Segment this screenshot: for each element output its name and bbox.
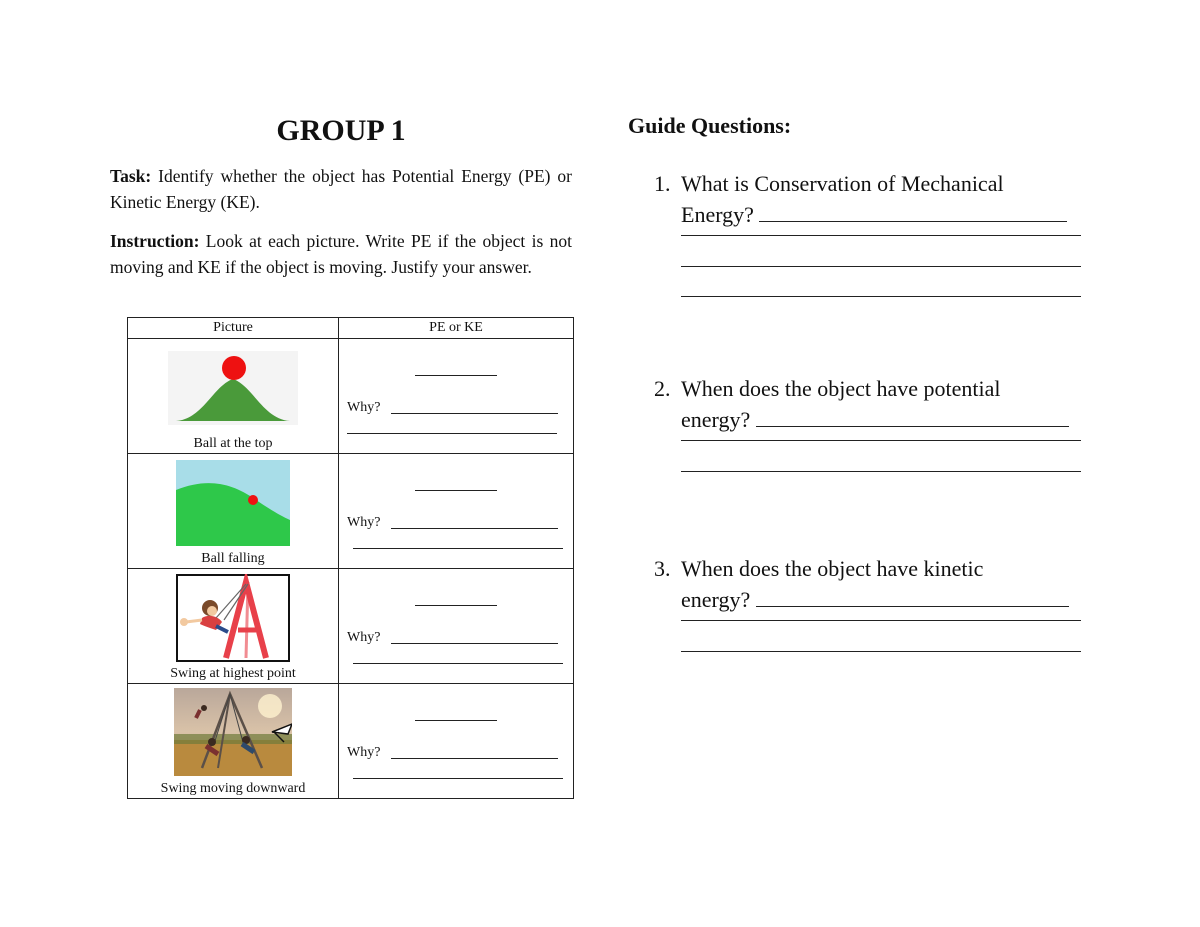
group-title: GROUP 1 [276, 114, 406, 147]
why-blank-line2[interactable] [353, 778, 563, 779]
question-line2 [681, 199, 1081, 230]
instruction-paragraph [110, 228, 572, 280]
picture-caption: Swing at highest point [170, 666, 296, 681]
why-label: Why? [347, 630, 381, 645]
ball-rolling-down-hill-icon [176, 460, 290, 546]
picture-caption: Swing moving downward [160, 781, 306, 796]
answer-line[interactable] [681, 620, 1081, 621]
why-blank[interactable] [391, 528, 558, 529]
answer-blank[interactable] [756, 584, 1069, 607]
answer-line[interactable] [681, 235, 1081, 236]
ball-on-hill-top-icon [168, 351, 298, 425]
picture-caption: Ball falling [201, 551, 265, 566]
table-row [128, 569, 574, 684]
why-label: Why? [347, 400, 381, 415]
answer-line[interactable] [681, 651, 1081, 652]
why-blank[interactable] [391, 413, 558, 414]
answer-cell [339, 339, 574, 454]
why-label: Why? [347, 745, 381, 760]
answer-blank[interactable] [759, 199, 1067, 222]
child-on-swing-icon [176, 574, 290, 662]
instruction-label: Instruction: [110, 231, 200, 251]
answer-line[interactable] [681, 266, 1081, 267]
table-row [128, 684, 574, 799]
question-line2-text: energy? [681, 587, 751, 612]
answer-cell [339, 454, 574, 569]
header-picture: Picture [128, 318, 339, 339]
why-label: Why? [347, 515, 381, 530]
picture-cell [128, 569, 339, 684]
picture-cell [128, 339, 339, 454]
answer-line[interactable] [681, 471, 1081, 472]
question-text [681, 169, 1081, 230]
why-blank-line2[interactable] [347, 433, 557, 434]
question-number: 2. [654, 376, 671, 401]
why-blank[interactable] [391, 758, 558, 759]
answer-blank[interactable] [415, 706, 497, 721]
picture-caption: Ball at the top [193, 436, 273, 451]
question-line1: When does the object have potential [681, 376, 1001, 401]
task-text: Identify whether the object has Potential Energy (PE) or Kinetic Energy (KE). [110, 166, 572, 212]
question-line2 [681, 584, 1081, 615]
answer-line[interactable] [681, 440, 1081, 441]
question-line2 [681, 404, 1081, 435]
why-blank-line2[interactable] [353, 548, 563, 549]
why-blank-line2[interactable] [353, 663, 563, 664]
header-pe-or-ke: PE or KE [339, 318, 574, 339]
question-number: 1. [654, 171, 671, 196]
question-number: 3. [654, 556, 671, 581]
question-line2-text: Energy? [681, 202, 754, 227]
answer-line[interactable] [681, 296, 1081, 297]
answer-cell [339, 684, 574, 799]
pe-ke-table [127, 317, 574, 799]
table-row [128, 339, 574, 454]
question-line1: What is Conservation of Mechanical [681, 171, 1004, 196]
table-row [128, 454, 574, 569]
answer-cell [339, 569, 574, 684]
why-blank[interactable] [391, 643, 558, 644]
question-text [681, 554, 1081, 615]
picture-cell [128, 684, 339, 799]
answer-blank[interactable] [756, 404, 1069, 427]
instruction-text: Look at each picture. Write PE if the object is not moving and KE if the object is moving. Justify your answer. [110, 231, 572, 277]
task-label: Task: [110, 166, 152, 186]
question-text [681, 374, 1081, 435]
table-header-row [128, 318, 574, 339]
answer-blank[interactable] [415, 591, 497, 606]
task-paragraph [110, 163, 572, 215]
swing-photo-icon [174, 688, 292, 776]
question-line2-text: energy? [681, 407, 751, 432]
guide-questions-title: Guide Questions: [628, 113, 792, 138]
answer-blank[interactable] [415, 476, 497, 491]
answer-blank[interactable] [415, 361, 497, 376]
question-line1: When does the object have kinetic [681, 556, 984, 581]
picture-cell [128, 454, 339, 569]
